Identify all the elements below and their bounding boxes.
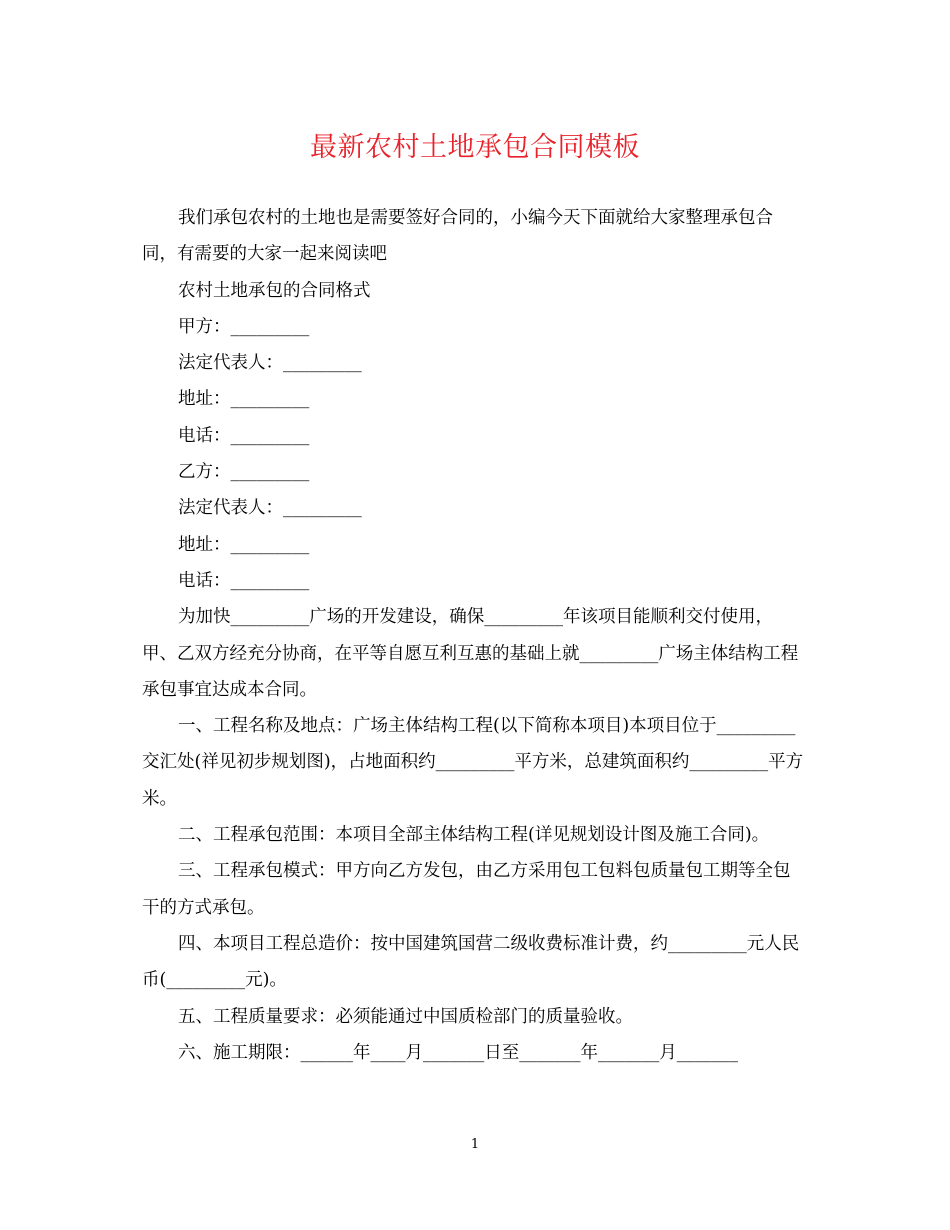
page-number: 1 (470, 1137, 480, 1152)
clause-6-paragraph: 六、施工期限：______年____月_______日至_______年_______月_______ (178, 1042, 738, 1063)
intro-paragraph: 我们承包农村的土地也是需要签好合同的，小编今天下面就给大家整理承包合同，有需要的大家一起来阅读吧 (142, 208, 773, 265)
document-body (142, 200, 806, 1071)
clause-4-paragraph: 四、本项目工程总造价：按中国建筑国营二级收费标准计费，约_________元人民币(_________元)。 (142, 933, 800, 991)
party-a-address-field: 地址：_________ (178, 389, 310, 410)
party-a-field: 甲方：_________ (178, 316, 310, 337)
preamble-paragraph: 为加快_________广场的开发建设，确保_________年该项目能顺利交付使用，甲、乙双方经充分协商，在平等自愿互利互惠的基础上就_________广场主体结构工程承包事宜达成本合同。 (142, 607, 799, 700)
clause-1-paragraph: 一、工程名称及地点：广场主体结构工程(以下简称本项目)本项目位于_________交汇处(祥见初步规划图)，占地面积约_________平方米，总建筑面积约_________平方米。 (142, 716, 804, 809)
document-title: 最新农村土地承包合同模板 (310, 132, 640, 163)
clause-5-paragraph: 五、工程质量要求：必须能通过中国质检部门的质量验收。 (178, 1006, 633, 1027)
clause-3-paragraph: 三、工程承包模式：甲方向乙方发包，由乙方采用包工包料包质量包工期等全包干的方式承包。 (142, 861, 791, 918)
clause-2-paragraph: 二、工程承包范围：本项目全部主体结构工程(详见规划设计图及施工合同)。 (178, 825, 770, 846)
party-b-field: 乙方：_________ (178, 462, 310, 483)
party-a-representative-field: 法定代表人：_________ (178, 353, 362, 374)
party-b-representative-field: 法定代表人：_________ (178, 498, 362, 519)
party-b-address-field: 地址：_________ (178, 534, 310, 555)
contract-format-heading: 农村土地承包的合同格式 (178, 280, 371, 301)
party-b-phone-field: 电话：_________ (178, 570, 310, 591)
party-a-phone-field: 电话：_________ (178, 425, 310, 446)
